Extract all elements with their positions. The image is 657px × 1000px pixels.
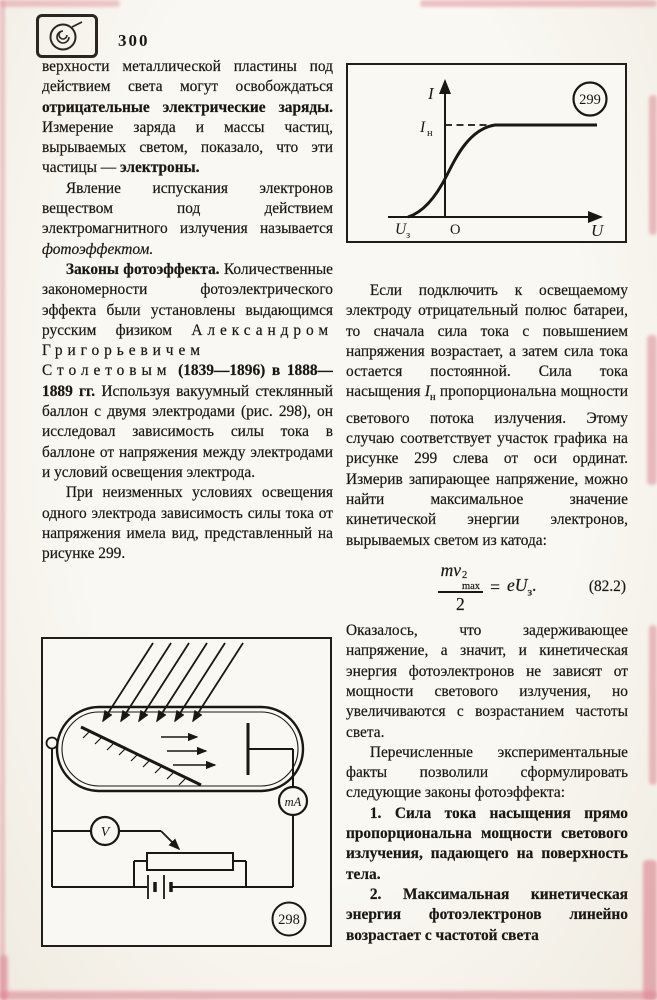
emblem-icon [39, 17, 95, 55]
library-stamp [36, 14, 98, 58]
exponent: 2 [461, 569, 468, 581]
stopping-voltage-label: U [395, 221, 407, 238]
sup-sub-stack [462, 570, 480, 592]
fraction-numerator [438, 560, 483, 590]
paragraph: Явление испускания электронов веществом под действием электромагнитного излучения называется фотоэффектом. [42, 179, 333, 258]
figure-298-circuit-diagram [41, 637, 332, 947]
equation-82-2 [346, 560, 628, 614]
fraction [438, 560, 483, 614]
scan-smudge [649, 625, 657, 785]
stopping-voltage-sub: з [406, 230, 411, 241]
current-voltage-curve [408, 125, 597, 217]
formula-mv: mv [440, 559, 461, 580]
photoeffect-circuit [43, 639, 330, 945]
scan-smudge [420, 0, 657, 7]
saturation-current-label: I [420, 119, 426, 136]
paragraph-law-1: 1. Сила тока насыщения прямо пропорциональна мощности светового излучения, падающего на поверхность тела. [346, 804, 628, 883]
axis-label-u: U [591, 221, 604, 240]
fraction-denominator: 2 [455, 593, 465, 614]
paragraph: Перечисленные экспериментальные факты позволили сформулировать следующие законы фотоэффекта: [346, 743, 628, 802]
battery [148, 875, 171, 899]
rheostat [147, 831, 233, 870]
paragraph: Если подключить к освещаемому электроду отрицательный полюс батареи, то сначала сила тока с повышением напряжения возрастает, а затем сила тока остается постоянной. Сила тока насыщения $I_н$ пропорциональна мощности светового потока излучения. Этому случаю соответствует участок графика на рисунке 299 слева от оси ординат. Измерив запирающее напряжение, можно найти максимальное значение кинетической энергии электронов, вырываемых светом из катода: [346, 282, 628, 549]
scan-smudge [0, 955, 8, 1000]
equation-number: (82.2) [588, 578, 626, 596]
paragraph-laws-heading: Законы фотоэффекта. Количественные закономерности фотоэлектрического эффекта были установлены выдающимся русским физиком Александром Григорьевичем Столетовым (1839—1896) в 1888—1889 гг. Используя вакуумный стеклянный баллон с двумя электродами (рис. 298), он исследовал зависимость силы тока в баллоне от напряжения между электродами и условий освещения электрода. [42, 260, 333, 481]
scan-smudge [649, 95, 657, 235]
equals-sign: = [490, 576, 500, 597]
formula-period: . [532, 574, 537, 595]
paragraph: Оказалось, что задерживающее напряжение, а значит, и кинетическая энергия фотоэлектронов не зависят от мощности светового излучения, но увеличиваются с возрастанием частоты света. [346, 622, 628, 741]
formula-eu: eU [506, 574, 528, 595]
origin-label: O [450, 222, 461, 238]
subscript-max: max [461, 580, 481, 592]
formula-rhs [507, 575, 536, 600]
voltmeter [91, 817, 119, 845]
voltmeter-label: V [100, 825, 110, 840]
scan-smudge [0, 0, 5, 1000]
scan-smudge [647, 335, 657, 485]
saturation-current-sub: н [427, 128, 433, 139]
scan-smudge [0, 0, 120, 7]
tube-seal-tip [47, 738, 58, 749]
axis-label-i: I [428, 84, 434, 103]
subscript-z: з [527, 584, 533, 599]
circuit-wires [52, 748, 293, 887]
electron-arrows [161, 737, 215, 765]
figure-number: 298 [278, 912, 300, 928]
iv-curve-plot [348, 65, 625, 241]
scan-smudge [643, 860, 657, 1000]
page-number: 300 [118, 31, 150, 50]
right-column [346, 281, 628, 1000]
ammeter [279, 787, 307, 815]
paragraph: верхности металлической пластины под действием света могут освобождаться отрицательные электрические заряды. Измерение заряда и массы частиц, вырываемых светом, показало, что эти частицы — электроны. [42, 58, 333, 177]
ammeter-label: mA [284, 795, 302, 809]
light-rays [103, 643, 243, 721]
figure-299-current-voltage-graph [346, 63, 627, 243]
paragraph: При неизменных условиях освещения одного электрода зависимость силы тока от напряжения имела вид, представленный на рисунке 299. [42, 484, 333, 563]
paragraph-law-2: 2. Максимальная кинетическая энергия фотоэлектронов линейно возрастает с частотой света [346, 885, 628, 944]
left-column [42, 57, 333, 635]
figure-number: 299 [579, 92, 601, 108]
cathode-plate [81, 727, 201, 785]
rheostat-wiper-arrow [161, 831, 179, 849]
